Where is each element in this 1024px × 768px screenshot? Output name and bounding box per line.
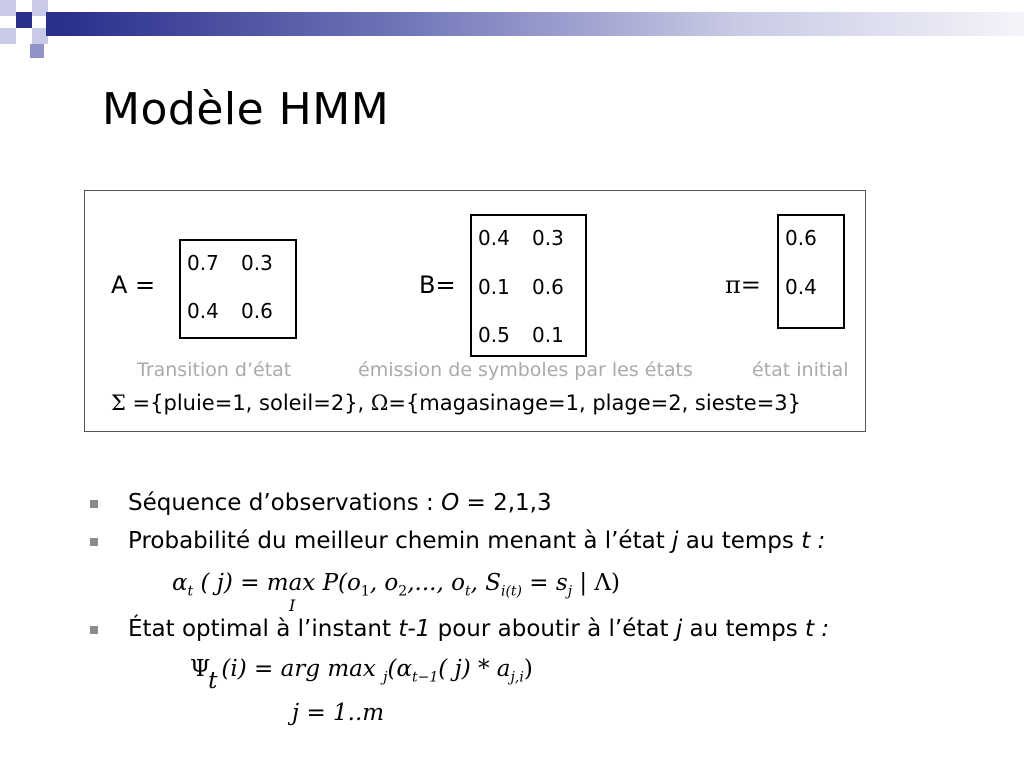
matrix-a-label: A = (111, 271, 156, 299)
bullet-var: t-1 (398, 616, 431, 642)
bullet-square-icon (90, 538, 98, 546)
formula-sub: i(t) (500, 583, 522, 600)
max-subscript: I (289, 596, 296, 615)
matrix-b-cell: 0.1 (478, 275, 510, 299)
sigma-set: ={pluie=1, soleil=2}, (125, 391, 371, 415)
bullet-text: Séquence d’observations : (128, 490, 442, 516)
matrix-a-cell: 0.4 (187, 299, 219, 323)
formula-sub: 1 (360, 583, 370, 600)
matrix-b-cell: 0.3 (532, 226, 564, 250)
range-formula: j = 1..m (292, 700, 385, 726)
matrix-b-cell: 0.4 (478, 226, 510, 250)
matrix-a (179, 239, 297, 339)
caption-transition: Transition d’état (137, 359, 292, 381)
bullet-var: t : (805, 616, 830, 642)
formula-text: ( j) * a (438, 656, 511, 682)
bullet-var: j (672, 528, 679, 554)
bullet-text: au temps (678, 528, 802, 554)
matrix-b-cell: 0.1 (532, 323, 564, 347)
formula-sub: j (567, 583, 573, 600)
omega-set: ={magasinage=1, plage=2, sieste=3} (388, 391, 802, 415)
formula-text: ) (523, 656, 533, 682)
matrix-b-cell: 0.5 (478, 323, 510, 347)
hmm-parameters-panel (84, 190, 866, 432)
matrix-a-cell: 0.7 (187, 251, 219, 275)
matrix-b (470, 214, 587, 357)
caption-emission: émission de symboles par les états (358, 359, 693, 381)
formula-sub: t (208, 668, 218, 694)
alpha-formula (172, 570, 620, 600)
bullet-var: O (441, 490, 460, 516)
formula-text: α (172, 570, 188, 596)
bullet-var: t : (801, 528, 826, 554)
formula-text: ( j) = max P(o (193, 570, 361, 596)
caption-initial-state: état initial (752, 359, 849, 381)
pi-vector-cell: 0.6 (785, 226, 817, 250)
bullet-text: = 2,1,3 (459, 490, 552, 516)
psi-formula (190, 656, 533, 694)
omega-symbol: Ω (370, 391, 389, 415)
formula-sub: j (383, 669, 388, 686)
formula-text: (i) = arg max (221, 656, 376, 682)
bullet-var: j (675, 616, 683, 642)
matrix-a-cell: 0.6 (241, 299, 273, 323)
bullet-text: État optimal à l’instant (128, 616, 399, 642)
formula-text: | Λ) (572, 570, 621, 596)
formula-text: , S (470, 570, 501, 596)
bullet-text: au temps (682, 616, 805, 642)
formula-sub: t−1 (412, 669, 439, 686)
decorative-header (0, 0, 1024, 64)
matrix-a-cell: 0.3 (241, 251, 273, 275)
bullet-text: Probabilité du meilleur chemin menant à l’état (128, 528, 673, 554)
formula-text: = s (522, 570, 568, 596)
pi-vector-label: π= (725, 271, 761, 299)
formula-text: Ψ (190, 656, 211, 682)
bullet-text: pour aboutir à l’état (430, 616, 676, 642)
bullet-square-icon (90, 626, 98, 634)
formula-text: ,..., o (407, 570, 465, 596)
symbol-sets (111, 391, 801, 415)
formula-sub: t (187, 583, 194, 600)
matrix-b-label: B= (419, 271, 456, 299)
formula-sub: j,i (510, 669, 524, 686)
formula-sub: 2 (398, 583, 408, 600)
matrix-b-cell: 0.6 (532, 275, 564, 299)
bullet-square-icon (90, 500, 98, 508)
formula-text: (α (387, 656, 413, 682)
slide-title: Modèle HMM (102, 84, 390, 135)
pi-vector-cell: 0.4 (785, 275, 817, 299)
sigma-symbol: Σ (111, 391, 126, 415)
formula-text: , o (369, 570, 399, 596)
pi-vector (777, 214, 845, 329)
formula-sub: t (464, 583, 471, 600)
